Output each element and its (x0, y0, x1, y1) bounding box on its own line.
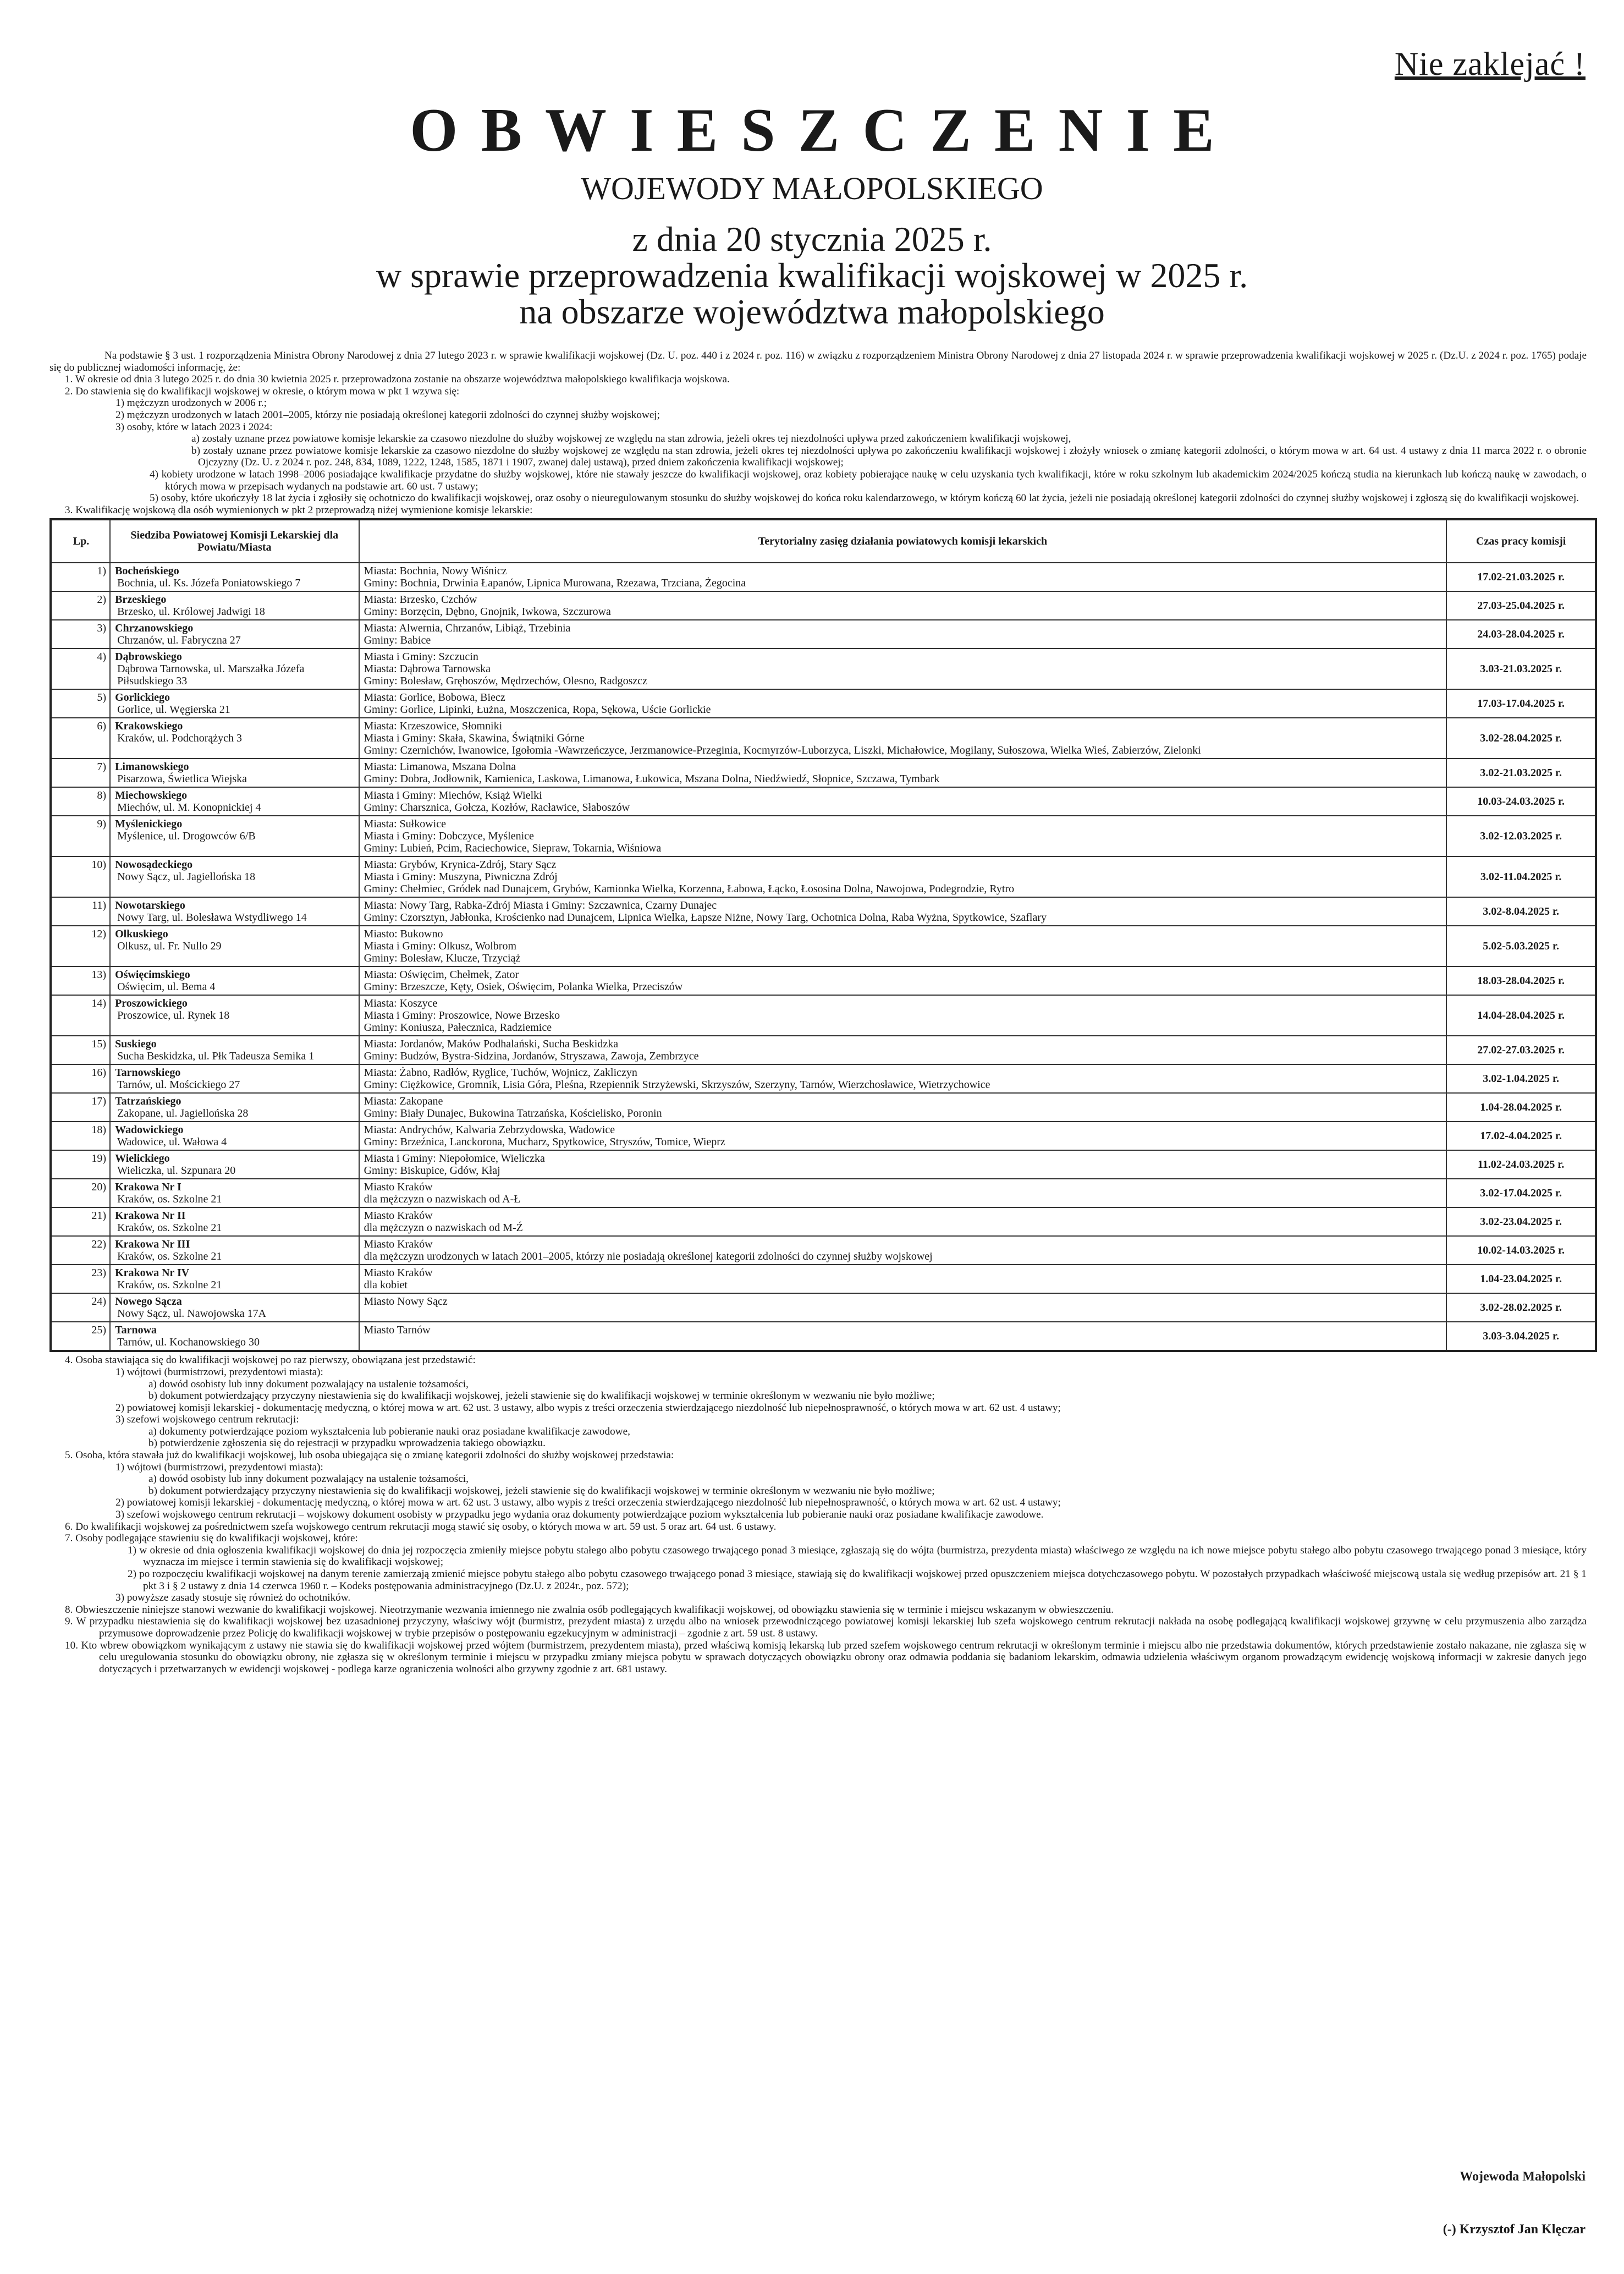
range-line: Miasta: Nowy Targ, Rabka-Zdrój Miasta i Gminy: Szczawnica, Czarny Dunajec (364, 899, 717, 912)
point-4-3-a: a) dokumenty potwierdzające poziom wykształcenia lub pobieranie nauki oraz posiadane kwalifikacje zawodowe, (148, 1425, 630, 1437)
range-line: Miasta: Limanowa, Mszana Dolna (364, 761, 516, 773)
range-line: Gminy: Czorsztyn, Jabłonka, Krościenko nad Dunajcem, Lipnica Wielka, Łapsze Niżne, Nowy Targ, Ochotnica Dolna, Raba Wyżna, Spytkowice, Szaflary (364, 911, 1047, 924)
row-number: 6) (51, 718, 110, 759)
range-line: Miasta: Sułkowice (364, 818, 446, 831)
commission-seat (110, 620, 359, 649)
point-4-3: 3) szefowi wojskowego centrum rekrutacji: (115, 1414, 299, 1426)
commission-name: Wadowickiego (115, 1124, 184, 1136)
commission-address: Chrzanów, ul. Fabryczna 27 (117, 634, 241, 647)
territorial-range (359, 759, 1447, 787)
commission-address: Proszowice, ul. Rynek 18 (117, 1009, 230, 1022)
commission-name: Limanowskiego (115, 761, 189, 773)
row-number: 15) (51, 1036, 110, 1064)
topic-line-2: na obszarze województwa małopolskiego (519, 292, 1105, 331)
territorial-range (359, 620, 1447, 649)
commission-address: Wieliczka, ul. Szpunara 20 (117, 1165, 236, 1177)
range-line: Miasta i Gminy: Niepołomice, Wieliczka (364, 1152, 545, 1165)
table-row (51, 689, 1596, 718)
range-line: dla mężczyzn o nazwiskach od A-Ł (364, 1193, 521, 1206)
commission-address: Pisarzowa, Świetlica Wiejska (117, 773, 247, 786)
point-2-2: 2) mężczyzn urodzonych w latach 2001–2005, którzy nie posiadają określonej kategorii zdolności do czynnej służby wojskowej; (115, 409, 660, 421)
commission-seat (110, 787, 359, 816)
commission-address: Myślenice, ul. Drogowców 6/B (117, 830, 256, 843)
document-body (49, 350, 1587, 1675)
commission-name: Nowego Sącza (115, 1295, 182, 1308)
point-2-5: 5) osoby, które ukończyły 18 lat życia i zgłosiły się ochotniczo do kwalifikacji wojskowej, oraz osoby o nieuregulowanym stosunku do służby wojskowej do końca roku kalendarzowego, w którym kończą 60 lat życia, jeżeli nie posiadają określonej kategorii zdolności do czynnej służby wojskowej i zgłoszą się do kwalifikacji wojskowej. (150, 492, 1579, 504)
range-line: Miasta: Brzesko, Czchów (364, 594, 477, 606)
point-2-3-b: b) zostały uznane przez powiatowe komisje lekarskie za czasowo niezdolne do służby wojskowej ze względu na stan zdrowia, jeżeli okres tej niezdolności upływa po zakończeniu kwalifikacji wojskowej i złożyły wniosek o zmianę kategorii zdolności, o którym mowa w art. 64 ust. 4 ustawy z dnia 11 marca 2022 r. o obronie Ojczyzny (Dz. U. z 2024 r. poz. 248, 834, 1089, 1222, 1248, 1585, 1871 i 1907, zwanej dalej ustawą), przed dniem zakończenia kwalifikacji wojskowej; (191, 444, 1587, 469)
territorial-range (359, 787, 1447, 816)
working-period: 3.03-21.03.2025 r. (1446, 649, 1596, 689)
working-period: 24.03-28.04.2025 r. (1446, 620, 1596, 649)
commission-address: Nowy Sącz, ul. Jagiellońska 18 (117, 871, 256, 883)
row-number: 5) (51, 689, 110, 718)
range-line: Gminy: Biskupice, Gdów, Kłaj (364, 1165, 500, 1177)
commission-address: Sucha Beskidzka, ul. Płk Tadeusza Semika 1 (117, 1050, 315, 1063)
range-line: Miasta i Gminy: Dobczyce, Myślenice (364, 830, 534, 843)
commission-seat (110, 926, 359, 966)
territorial-range (359, 563, 1447, 591)
commission-address: Brzesko, ul. Królowej Jadwigi 18 (117, 606, 265, 618)
commission-seat (110, 563, 359, 591)
commission-address: Kraków, ul. Podchorążych 3 (117, 732, 243, 745)
commission-name: Krakowa Nr III (115, 1238, 190, 1251)
commission-name: Krakowa Nr I (115, 1181, 181, 1194)
commission-seat (110, 1236, 359, 1265)
commission-seat (110, 995, 359, 1036)
range-line: Miasta: Andrychów, Kalwaria Zebrzydowska, Wadowice (364, 1124, 615, 1136)
territorial-range (359, 718, 1447, 759)
commission-seat (110, 689, 359, 718)
point-2: 2. Do stawienia się do kwalifikacji wojskowej w okresie, o którym mowa w pkt 1 wzywa się: (65, 385, 460, 397)
territorial-range (359, 1122, 1447, 1150)
table-row (51, 816, 1596, 856)
range-line: Miasta: Zakopane (364, 1095, 443, 1108)
working-period: 3.03-3.04.2025 r. (1446, 1322, 1596, 1351)
range-line: Miasta: Oświęcim, Chełmek, Zator (364, 969, 519, 981)
issuer-subtitle: WOJEWODY MAŁOPOLSKIEGO (581, 171, 1043, 206)
range-line: Miasta: Bochnia, Nowy Wiśnicz (364, 565, 507, 578)
header-seat: Siedziba Powiatowej Komisji Lekarskiej dla Powiatu/Miasta (110, 519, 359, 563)
commission-address: Tarnów, ul. Mościckiego 27 (117, 1079, 240, 1091)
point-7-2: 2) po rozpoczęciu kwalifikacji wojskowej na danym terenie zamierzają zmienić miejsce pobytu stałego albo pobytu czasowego trwającego ponad 3 miesiące, stawiają się do kwalifikacji wojskowej przed opuszczeniem miejsca dotychczasowego pobytu. W pozostałych przypadkach właściwość miejscową ustala się według przepisów art. 21 § 1 pkt 3 i § 2 ustawy z dnia 14 czerwca 1960 r. – Kodeks postępowania administracyjnego (Dz.U. z 2024r., poz. 572); (128, 1568, 1587, 1592)
range-line: Miasta: Alwernia, Chrzanów, Libiąż, Trzebinia (364, 622, 571, 635)
commission-name: Myślenickiego (115, 818, 183, 831)
row-number: 2) (51, 591, 110, 620)
commission-name: Chrzanowskiego (115, 622, 194, 635)
range-line: Gminy: Borzęcin, Dębno, Gnojnik, Iwkowa, Szczurowa (364, 606, 611, 618)
range-line: Miasto Kraków (364, 1238, 433, 1251)
territorial-range (359, 1150, 1447, 1179)
territorial-range (359, 1064, 1447, 1093)
range-line: Miasta: Jordanów, Maków Podhalański, Sucha Beskidzka (364, 1038, 619, 1051)
commission-address: Kraków, os. Szkolne 21 (117, 1279, 222, 1292)
row-number: 23) (51, 1265, 110, 1293)
range-line: dla kobiet (364, 1279, 408, 1292)
table-row (51, 926, 1596, 966)
range-line: dla mężczyzn o nazwiskach od M-Ź (364, 1222, 523, 1234)
territorial-range (359, 1322, 1447, 1351)
table-row (51, 759, 1596, 787)
commission-address: Nowy Sącz, ul. Nawojowska 17A (117, 1308, 267, 1320)
working-period: 10.02-14.03.2025 r. (1446, 1236, 1596, 1265)
working-period: 3.02-11.04.2025 r. (1446, 856, 1596, 897)
table-row (51, 1122, 1596, 1150)
range-line: Miasto Tarnów (364, 1324, 431, 1337)
point-4-1: 1) wójtowi (burmistrzowi, prezydentowi miasta): (115, 1366, 323, 1378)
range-line: Gminy: Budzów, Bystra-Sidzina, Jordanów, Stryszawa, Zawoja, Zembrzyce (364, 1050, 699, 1063)
table-row (51, 897, 1596, 926)
commission-address: Bochnia, ul. Ks. Józefa Poniatowskiego 7 (117, 577, 301, 590)
table-row (51, 966, 1596, 995)
point-7-1: 1) w okresie od dnia ogłoszenia kwalifikacji wojskowej do dnia jej rozpoczęcia zmieniły miejsce pobytu stałego albo pobytu czasowego trwającego ponad 3 miesiące, zgłaszają się do wójta (burmistrza, prezydenta miasta) właściwego ze względu na ich nowe miejsce pobytu stałego albo pobytu czasowego trwającego ponad 3 miesiące, który wyznacza im miejsce i termin stawienia się do kwalifikacji wojskowej; (128, 1544, 1587, 1568)
header-range: Terytorialny zasięg działania powiatowych komisji lekarskich (359, 519, 1447, 563)
commission-seat (110, 1150, 359, 1179)
working-period: 3.02-23.04.2025 r. (1446, 1207, 1596, 1236)
table-row (51, 1150, 1596, 1179)
range-line: Gminy: Biały Dunajec, Bukowina Tatrzańska, Kościelisko, Poronin (364, 1107, 662, 1120)
range-line: Miasta i Gminy: Szczucin (364, 651, 478, 663)
commission-name: Krakowa Nr IV (115, 1267, 190, 1279)
working-period: 27.02-27.03.2025 r. (1446, 1036, 1596, 1064)
commission-name: Miechowskiego (115, 789, 188, 802)
legal-basis-paragraph: Na podstawie § 3 ust. 1 rozporządzenia Ministra Obrony Narodowej z dnia 27 lutego 2023 r. w sprawie kwalifikacji wojskowej (Dz. U. poz. 440 i z 2024 r. poz. 116) w związku z rozporządzeniem Ministra Obrony Narodowej z dnia 27 listopada 2024 r. w sprawie przeprowadzenia kwalifikacji wojskowej w 2025 r. (Dz.U. z 2024 r. poz. 1765) podaje się do publicznej wiadomości informację, że: (49, 350, 1587, 373)
point-8: 8. Obwieszczenie niniejsze stanowi wezwanie do kwalifikacji wojskowej. Nieotrzymanie wezwania imiennego nie zwalnia osób podlegających kwalifikacji wojskowej, od obowiązku stawienia się w terminie i miejscu wskazanym w obwieszczeniu. (65, 1603, 1114, 1616)
range-line: Miasto: Bukowno (364, 928, 443, 941)
point-4-2: 2) powiatowej komisji lekarskiej - dokumentację medyczną, o której mowa w art. 62 ust. 3 ustawy, albo wypis z treści orzeczenia stwierdzającego niezdolność lub niepełnosprawność, o których mowa w art. 62 ust. 4 ustawy; (115, 1402, 1061, 1414)
commission-seat (110, 1122, 359, 1150)
range-line: Miasta: Żabno, Radłów, Ryglice, Tuchów, Wojnicz, Zakliczyn (364, 1067, 637, 1079)
point-2-1: 1) mężczyzn urodzonych w 2006 r.; (115, 397, 267, 409)
table-row (51, 1179, 1596, 1207)
commission-name: Krakowa Nr II (115, 1210, 186, 1222)
territorial-range (359, 649, 1447, 689)
commission-seat (110, 1093, 359, 1122)
range-line: Miasta i Gminy: Muszyna, Piwniczna Zdrój (364, 871, 558, 883)
table-row (51, 787, 1596, 816)
row-number: 18) (51, 1122, 110, 1150)
commission-seat (110, 1265, 359, 1293)
point-5-3: 3) szefowi wojskowego centrum rekrutacji – wojskowy dokument osobisty w przypadku jego wydania oraz dokumenty potwierdzające poziom wykształcenia lub pobieranie nauki oraz posiadane kwalifikacje zawodowe. (115, 1509, 1044, 1521)
working-period: 3.02-1.04.2025 r. (1446, 1064, 1596, 1093)
range-line: Miasta i Gminy: Miechów, Książ Wielki (364, 789, 542, 802)
row-number: 3) (51, 620, 110, 649)
row-number: 1) (51, 563, 110, 591)
table-body (51, 563, 1596, 1351)
point-7-3: 3) powyższe zasady stosuje się również do ochotników. (115, 1592, 351, 1604)
row-number: 4) (51, 649, 110, 689)
commission-name: Krakowskiego (115, 720, 183, 733)
table-row (51, 563, 1596, 591)
commission-address: Zakopane, ul. Jagiellońska 28 (117, 1107, 249, 1120)
territorial-range (359, 995, 1447, 1036)
range-line: Miasta: Koszyce (364, 997, 438, 1010)
table-row (51, 649, 1596, 689)
working-period: 5.02-5.03.2025 r. (1446, 926, 1596, 966)
commission-name: Nowotarskiego (115, 899, 185, 912)
commission-name: Brzeskiego (115, 594, 167, 606)
working-period: 1.04-28.04.2025 r. (1446, 1093, 1596, 1122)
range-line: Gminy: Czernichów, Iwanowice, Igołomia -Wawrzeńczyce, Jerzmanowice-Przeginia, Kocmyrzów-Luborzyca, Liszki, Michałowice, Mogilany, Sułoszowa, Wielka Wieś, Zabierzów, Zielonki (364, 744, 1201, 757)
point-4-1-b: b) dokument potwierdzający przyczyny niestawienia się do kwalifikacji wojskowej, jeżeli stawienie się do kwalifikacji wojskowej w terminie określonym w wezwaniu nie było możliwe; (148, 1390, 935, 1402)
row-number: 8) (51, 787, 110, 816)
table-header-row (51, 519, 1596, 563)
range-line: Miasta: Grybów, Krynica-Zdrój, Stary Sącz (364, 859, 557, 871)
territorial-range (359, 689, 1447, 718)
range-line: Gminy: Dobra, Jodłownik, Kamienica, Laskowa, Limanowa, Łukowica, Mszana Dolna, Niedźwiedź, Słopnice, Szczawa, Tymbark (364, 773, 940, 786)
range-line: Gminy: Babice (364, 634, 431, 647)
commission-name: Tarnowa (115, 1324, 157, 1337)
territorial-range (359, 1093, 1447, 1122)
row-number: 24) (51, 1293, 110, 1322)
row-number: 16) (51, 1064, 110, 1093)
working-period: 17.03-17.04.2025 r. (1446, 689, 1596, 718)
range-line: Gminy: Koniusza, Pałecznica, Radziemice (364, 1021, 552, 1034)
working-period: 11.02-24.03.2025 r. (1446, 1150, 1596, 1179)
table-row (51, 856, 1596, 897)
point-2-3-a: a) zostały uznane przez powiatowe komisje lekarskie za czasowo niezdolne do służby wojskowej ze względu na stan zdrowia, jeżeli okres tej niezdolności upływa przed zakończeniem kwalifikacji wojskowej, (191, 433, 1071, 445)
commission-address: Kraków, os. Szkolne 21 (117, 1250, 222, 1263)
point-6: 6. Do kwalifikacji wojskowej za pośrednictwem szefa wojskowego centrum rekrutacji mogą stawić się osoby, o których mowa w art. 59 ust. 5 oraz art. 64 ust. 6 ustawy. (65, 1520, 777, 1533)
header-time: Czas pracy komisji (1446, 519, 1596, 563)
commission-name: Dąbrowskiego (115, 651, 182, 663)
date-line: z dnia 20 stycznia 2025 r. (632, 219, 992, 259)
working-period: 1.04-23.04.2025 r. (1446, 1265, 1596, 1293)
range-line: Miasta: Dąbrowa Tarnowska (364, 663, 491, 675)
table-row (51, 591, 1596, 620)
working-period: 3.02-28.04.2025 r. (1446, 718, 1596, 759)
commission-name: Suskiego (115, 1038, 157, 1051)
row-number: 22) (51, 1236, 110, 1265)
commission-address: Oświęcim, ul. Bema 4 (117, 981, 216, 993)
point-3: 3. Kwalifikację wojskową dla osób wymienionych w pkt 2 przeprowadzą niżej wymienione komisje lekarskie: (65, 504, 533, 516)
table-row (51, 718, 1596, 759)
row-number: 20) (51, 1179, 110, 1207)
territorial-range (359, 1236, 1447, 1265)
table-row (51, 1036, 1596, 1064)
range-line: Miasto Kraków (364, 1181, 433, 1194)
closing-points (49, 1354, 1587, 1675)
range-line: Miasta i Gminy: Skała, Skawina, Świątniki Górne (364, 732, 585, 745)
range-line: Gminy: Brzeźnica, Lanckorona, Mucharz, Spytkowice, Stryszów, Tomice, Wieprz (364, 1136, 725, 1149)
row-number: 7) (51, 759, 110, 787)
table-row (51, 1207, 1596, 1236)
table-row (51, 1265, 1596, 1293)
territorial-range (359, 1036, 1447, 1064)
document-header (0, 95, 1624, 330)
row-number: 14) (51, 995, 110, 1036)
commission-name: Wielickiego (115, 1152, 170, 1165)
commission-address: Tarnów, ul. Kochanowskiego 30 (117, 1336, 260, 1349)
commission-name: Olkuskiego (115, 928, 168, 941)
point-4: 4. Osoba stawiająca się do kwalifikacji wojskowej po raz pierwszy, obowiązana jest przedstawić: (65, 1354, 476, 1366)
point-2-4: 4) kobiety urodzone w latach 1998–2006 posiadające kwalifikacje przydatne do służby wojskowej, które nie stawały jeszcze do kwalifikacji wojskowej, oraz kobiety pobierające naukę w celu uzyskania tych kwalifikacji, które w roku szkolnym lub akademickim 2024/2025 kończą studia na kierunkach lub kończą naukę w zawodach, o których mowa w przepisach wydanych na podstawie art. 60 ust. 7 ustawy; (150, 468, 1587, 492)
commission-seat (110, 1064, 359, 1093)
row-number: 10) (51, 856, 110, 897)
range-line: Gminy: Brzeszcze, Kęty, Osiek, Oświęcim, Polanka Wielka, Przeciszów (364, 981, 683, 993)
range-line: Miasto Kraków (364, 1210, 433, 1222)
territorial-range (359, 1207, 1447, 1236)
commission-seat (110, 1179, 359, 1207)
working-period: 27.03-25.04.2025 r. (1446, 591, 1596, 620)
row-number: 12) (51, 926, 110, 966)
commission-seat (110, 591, 359, 620)
commission-seat (110, 897, 359, 926)
working-period: 3.02-28.02.2025 r. (1446, 1293, 1596, 1322)
table-row (51, 1322, 1596, 1351)
commission-name: Proszowickiego (115, 997, 188, 1010)
territorial-range (359, 966, 1447, 995)
commission-seat (110, 718, 359, 759)
working-period: 3.02-12.03.2025 r. (1446, 816, 1596, 856)
working-period: 14.04-28.04.2025 r. (1446, 995, 1596, 1036)
territorial-range (359, 1265, 1447, 1293)
point-5-1-b: b) dokument potwierdzający przyczyny niestawienia się do kwalifikacji wojskowej, jeżeli stawienie się do kwalifikacji wojskowej w terminie określonym w wezwaniu nie było możliwe; (148, 1485, 935, 1497)
territorial-range (359, 591, 1447, 620)
territorial-range (359, 1179, 1447, 1207)
row-number: 25) (51, 1322, 110, 1351)
commission-name: Tatrzańskiego (115, 1095, 181, 1108)
point-5: 5. Osoba, która stawała już do kwalifikacji wojskowej, lub osoba ubiegająca się o zmianę kategorii zdolności do służby wojskowej przedstawia: (65, 1449, 674, 1462)
range-line: Miasta: Gorlice, Bobowa, Biecz (364, 691, 505, 704)
signature-name: (-) Krzysztof Jan Klęczar (1443, 2222, 1586, 2237)
row-number: 17) (51, 1093, 110, 1122)
commission-seat (110, 759, 359, 787)
range-line: Miasta: Krzeszowice, Słomniki (364, 720, 503, 733)
territorial-range (359, 926, 1447, 966)
point-4-3-b: b) potwierdzenie zgłoszenia się do rejestracji w przypadku wprowadzenia takiego obowiązku. (148, 1437, 546, 1449)
commission-name: Tarnowskiego (115, 1067, 181, 1079)
commission-seat (110, 1293, 359, 1322)
point-4-1-a: a) dowód osobisty lub inny dokument pozwalający na ustalenie tożsamości, (148, 1378, 469, 1390)
commission-address: Olkusz, ul. Fr. Nullo 29 (117, 940, 222, 953)
row-number: 13) (51, 966, 110, 995)
commission-name: Nowosądeckiego (115, 859, 193, 871)
commission-address: Wadowice, ul. Wałowa 4 (117, 1136, 227, 1149)
working-period: 17.02-21.03.2025 r. (1446, 563, 1596, 591)
working-period: 10.03-24.03.2025 r. (1446, 787, 1596, 816)
range-line: Gminy: Lubień, Pcim, Raciechowice, Siepraw, Tokarnia, Wiśniowa (364, 842, 662, 855)
working-period: 18.03-28.04.2025 r. (1446, 966, 1596, 995)
range-line: Gminy: Bochnia, Drwinia Łapanów, Lipnica Murowana, Rzezawa, Trzciana, Żegocina (364, 577, 746, 590)
do-not-cover-notice: Nie zaklejać ! (1394, 46, 1586, 82)
row-number: 9) (51, 816, 110, 856)
range-line: Gminy: Chełmiec, Gródek nad Dunajcem, Grybów, Kamionka Wielka, Korzenna, Łabowa, Łącko, Łososina Dolna, Nawojowa, Podegrodzie, Rytro (364, 883, 1015, 896)
header-lp: Lp. (51, 519, 110, 563)
commission-address: Gorlice, ul. Węgierska 21 (117, 704, 230, 716)
commission-seat (110, 1207, 359, 1236)
table-row (51, 995, 1596, 1036)
table-row (51, 620, 1596, 649)
topic-line-1: w sprawie przeprowadzenia kwalifikacji wojskowej w 2025 r. (376, 256, 1248, 295)
territorial-range (359, 1293, 1447, 1322)
row-number: 19) (51, 1150, 110, 1179)
row-number: 21) (51, 1207, 110, 1236)
table-row (51, 1236, 1596, 1265)
point-2-3: 3) osoby, które w latach 2023 i 2024: (115, 421, 273, 433)
point-5-1-a: a) dowód osobisty lub inny dokument pozwalający na ustalenie tożsamości, (148, 1473, 469, 1485)
working-period: 3.02-17.04.2025 r. (1446, 1179, 1596, 1207)
point-5-1: 1) wójtowi (burmistrzowi, prezydentowi miasta): (115, 1461, 323, 1473)
row-number: 11) (51, 897, 110, 926)
working-period: 3.02-21.03.2025 r. (1446, 759, 1596, 787)
signature-title: Wojewoda Małopolski (1460, 2169, 1586, 2184)
range-line: dla mężczyzn urodzonych w latach 2001–2005, którzy nie posiadają określonej kategorii zdolności do czynnej służby wojskowej (364, 1250, 933, 1263)
commission-seat (110, 856, 359, 897)
table-row (51, 1064, 1596, 1093)
range-line: Miasto Nowy Sącz (364, 1295, 448, 1308)
commission-address: Kraków, os. Szkolne 21 (117, 1222, 222, 1234)
point-5-2: 2) powiatowej komisji lekarskiej - dokumentację medyczną, o której mowa w art. 62 ust. 3 ustawy, albo wypis z treści orzeczenia stwierdzającego niezdolność lub niepełnosprawność, o których mowa w art. 62 ust. 4 ustawy; (115, 1497, 1061, 1509)
commission-name: Gorlickiego (115, 691, 170, 704)
range-line: Miasta i Gminy: Proszowice, Nowe Brzesko (364, 1009, 560, 1022)
point-10: 10. Kto wbrew obowiązkom wynikającym z ustawy nie stawia się do kwalifikacji wojskowej przed wójtem (burmistrzem, prezydentem miasta), przed właściwą komisją lekarską lub przed szefem wojskowego centrum rekrutacji w określonym terminie i miejscu albo nie przedstawia dokumentów, których przedstawienie zostało nakazane, nie zgłasza się w celu uregulowania stosunku do obowiązku obrony, nie zgłasza się w określonym terminie i miejscu w przypadku zmiany miejsca pobytu w sprawach dotyczących obowiązku obrony oraz odmawia poddania się badaniom lekarskim, odmawia udzielenia właściwym organom prowadzącym ewidencję wojskową informacji w zakresie danych jego dotyczących i przetwarzanych w ewidencji wojskowej - podlega karze ograniczenia wolności albo grzywny zgodnie z art. 681 ustawy. (65, 1639, 1587, 1675)
medical-commissions-table (49, 518, 1597, 1352)
commission-seat (110, 816, 359, 856)
territorial-range (359, 856, 1447, 897)
commission-address: Nowy Targ, ul. Bolesława Wstydliwego 14 (117, 911, 307, 924)
commission-seat (110, 649, 359, 689)
commission-address: Kraków, os. Szkolne 21 (117, 1193, 222, 1206)
range-line: Gminy: Bolesław, Klucze, Trzyciąż (364, 952, 521, 965)
table-row (51, 1293, 1596, 1322)
point-7: 7. Osoby podlegające stawieniu się do kwalifikacji wojskowej, które: (65, 1533, 358, 1545)
range-line: Gminy: Gorlice, Lipinki, Łużna, Moszczenica, Ropa, Sękowa, Uście Gorlickie (364, 704, 711, 716)
territorial-range (359, 897, 1447, 926)
commission-seat (110, 1036, 359, 1064)
range-line: Miasta i Gminy: Olkusz, Wolbrom (364, 940, 517, 953)
territorial-range (359, 816, 1447, 856)
commission-address: Dąbrowa Tarnowska, ul. Marszałka Józefa Piłsudskiego 33 (117, 663, 305, 688)
commission-name: Oświęcimskiego (115, 969, 190, 981)
commission-address: Miechów, ul. M. Konopnickiej 4 (117, 801, 261, 814)
range-line: Gminy: Charsznica, Gołcza, Kozłów, Racławice, Słaboszów (364, 801, 630, 814)
commission-seat (110, 1322, 359, 1351)
document-title: OBWIESZCZENIE (410, 96, 1237, 164)
working-period: 3.02-8.04.2025 r. (1446, 897, 1596, 926)
point-1: 1. W okresie od dnia 3 lutego 2025 r. do dnia 30 kwietnia 2025 r. przeprowadzona zostanie na obszarze województwa małopolskiego kwalifikacja wojskowa. (65, 373, 730, 386)
commission-name: Bocheńskiego (115, 565, 179, 578)
range-line: Gminy: Bolesław, Gręboszów, Mędrzechów, Olesno, Radgoszcz (364, 675, 647, 688)
table-row (51, 1093, 1596, 1122)
range-line: Miasto Kraków (364, 1267, 433, 1279)
commission-seat (110, 966, 359, 995)
working-period: 17.02-4.04.2025 r. (1446, 1122, 1596, 1150)
point-9: 9. W przypadku niestawienia się do kwalifikacji wojskowej bez uzasadnionej przyczyny, właściwy wójt (burmistrz, prezydent miasta) z urzędu albo na wniosek przewodniczącego powiatowej komisji lekarskiej lub szefa wojskowego centrum rekrutacji nakłada na osobę podlegającą kwalifikacji wojskowej grzywnę w celu przymuszenia albo zarządza przymusowe doprowadzenie przez Policję do kwalifikacji wojskowej w trybie przepisów o postępowaniu egzekucyjnym w administracji – zgodnie z art. 59 ust. 8 ustawy. (65, 1616, 1587, 1639)
range-line: Gminy: Ciężkowice, Gromnik, Lisia Góra, Pleśna, Rzepiennik Strzyżewski, Skrzyszów, Szerzyny, Tarnów, Wierzchosławice, Wietrzychowice (364, 1079, 990, 1091)
